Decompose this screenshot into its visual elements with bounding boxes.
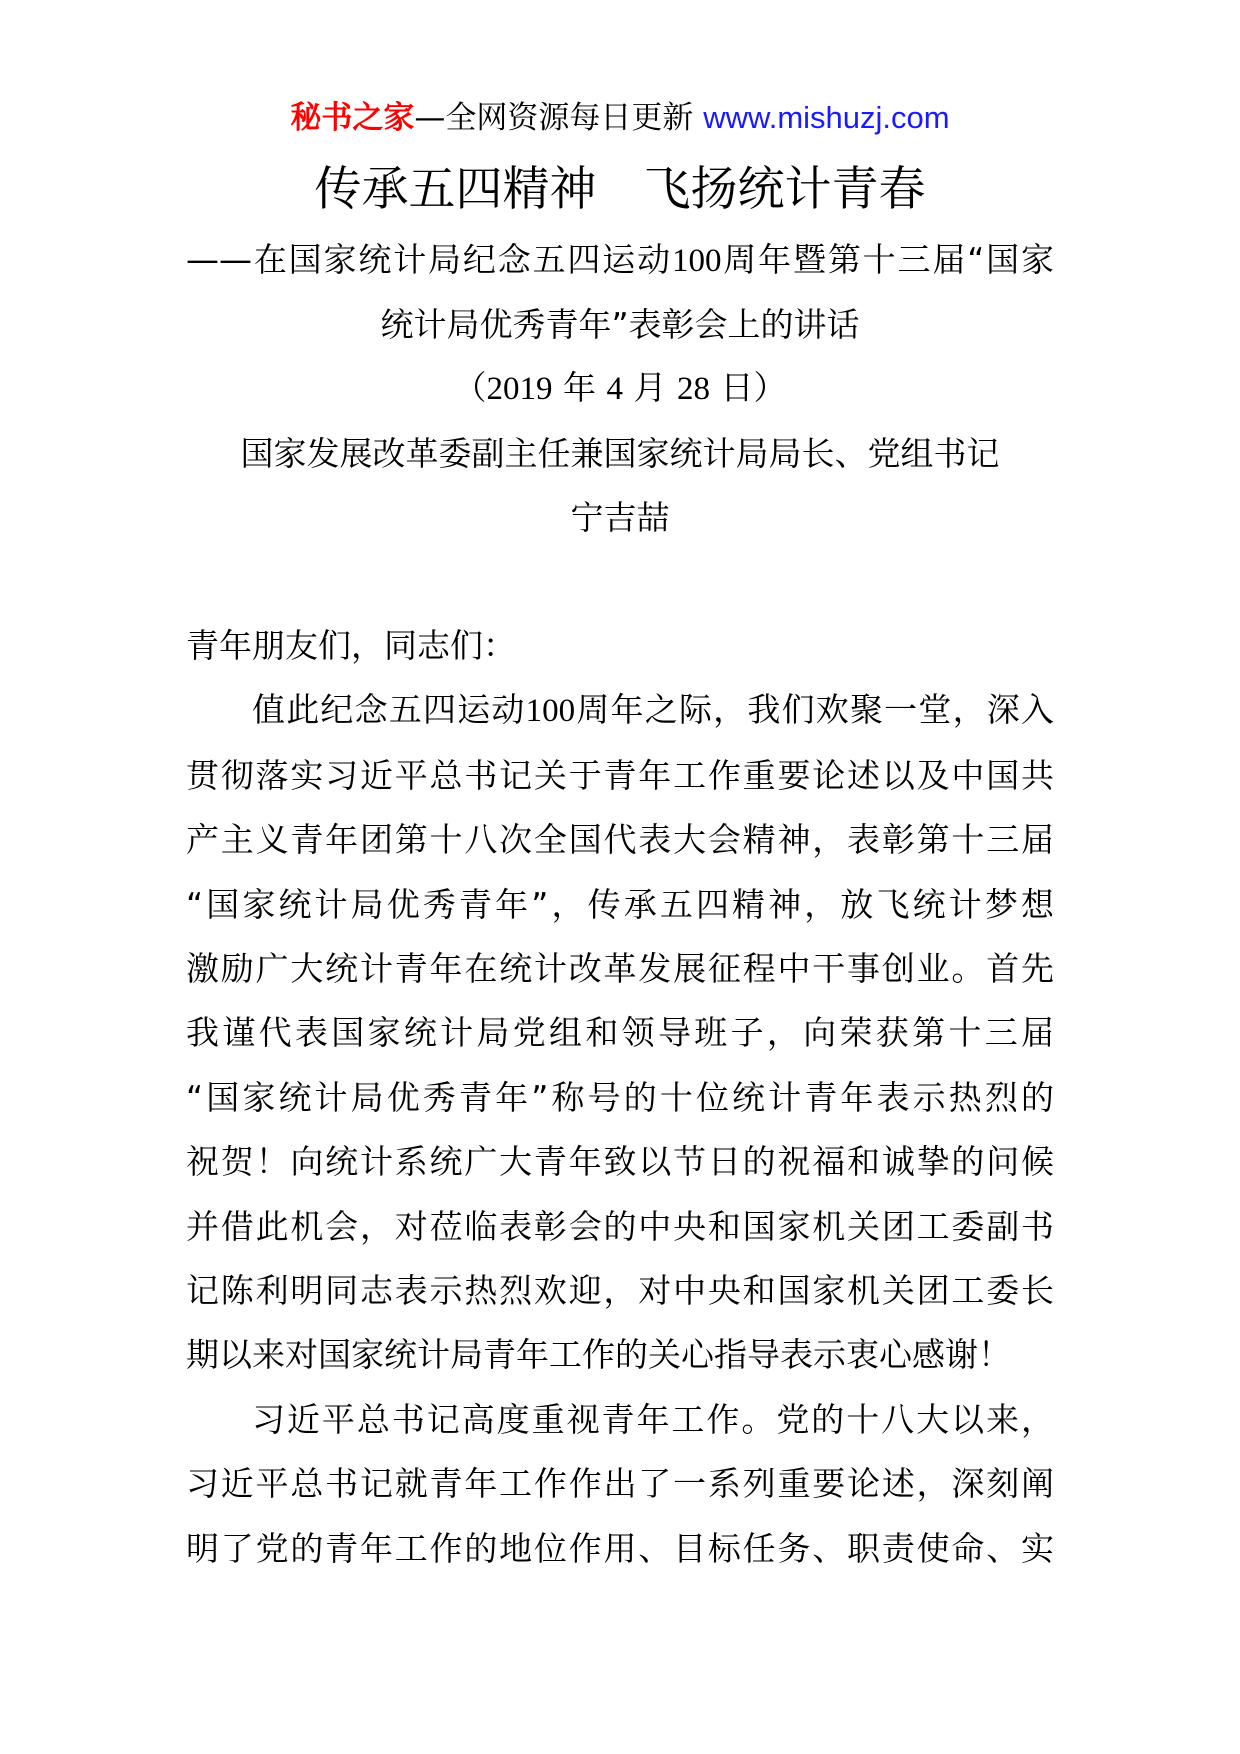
author-position: 国家发展改革委副主任兼国家统计局局长、党组书记 [240, 434, 1000, 473]
paragraph-line: 期以来对国家统计局青年工作的关心指导表示衷心感谢！ [186, 1335, 1011, 1375]
paragraph-line: “国家统计局优秀青年”称号的十位统计青年表示热烈的 [186, 1077, 1054, 1117]
document-subtitle [186, 228, 1054, 357]
date-unit: 年 [563, 368, 596, 407]
paragraph-line: 激励广大统计青年在统计改革发展征程中干事创业。首先 [186, 949, 1054, 989]
speech-body [186, 614, 1054, 1581]
subtitle-text: ——在国家统计局纪念五四运动 [186, 240, 672, 279]
greeting: 青年朋友们，同志们： [186, 626, 516, 665]
subtitle-line-1 [186, 228, 1054, 293]
paragraph-line: 记陈利明同志表示热烈欢迎，对中央和国家机关团工委长 [186, 1271, 1054, 1311]
date-unit: 日 [720, 368, 754, 407]
date-unit: 月 [633, 368, 667, 407]
date-paren: ） [753, 368, 787, 407]
paragraph-text: 值此纪念五四运动 [252, 690, 526, 730]
speech-date [0, 356, 1240, 421]
date-month: 4 [606, 371, 623, 407]
paragraph-line: 习近平总书记高度重视青年工作。党的十八大以来， [252, 1399, 1054, 1439]
date-paren: （ [453, 368, 487, 407]
site-url[interactable]: www.mishuzj.com [703, 100, 950, 135]
author-name: 宁吉喆 [570, 498, 670, 537]
date-day: 28 [677, 371, 710, 407]
paragraph-line: 并借此机会，对莅临表彰会的中央和国家机关团工委副书 [186, 1206, 1054, 1246]
brand-name: 秘书之家 [290, 100, 415, 136]
banner-tagline: —全网资源每日更新 [414, 100, 694, 136]
date-year: 2019 [486, 371, 553, 407]
subtitle-number: 100 [671, 243, 722, 279]
paragraph-line: 产主义青年团第十八次全国代表大会精神，表彰第十三届 [186, 820, 1054, 860]
site-banner [0, 98, 1240, 138]
paragraph-line [186, 678, 1054, 743]
document-title: 传承五四精神 飞扬统计青春 [314, 162, 926, 217]
paragraph-line: 贯彻落实习近平总书记关于青年工作重要论述以及中国共 [186, 755, 1054, 795]
paragraph-line: 习近平总书记就青年工作作出了一系列重要论述，深刻阐 [186, 1464, 1054, 1504]
paragraph-line: “国家统计局优秀青年”，传承五四精神，放飞统计梦想 [186, 884, 1054, 924]
paragraph-line: 祝贺！向统计系统广大青年致以节日的祝福和诚挚的问候 [186, 1142, 1054, 1182]
subtitle-line-2: 统计局优秀青年”表彰会上的讲话 [380, 305, 860, 344]
paragraph-line: 明了党的青年工作的地位作用、目标任务、职责使命、实 [186, 1528, 1054, 1568]
paragraph-line: 我谨代表国家统计局党组和领导班子，向荣获第十三届 [186, 1013, 1054, 1053]
paragraph-text: 周年之际，我们欢聚一堂，深入 [575, 690, 1055, 730]
subtitle-text: 周年暨第十三届“国家 [721, 240, 1054, 279]
paragraph-number: 100 [525, 693, 576, 730]
